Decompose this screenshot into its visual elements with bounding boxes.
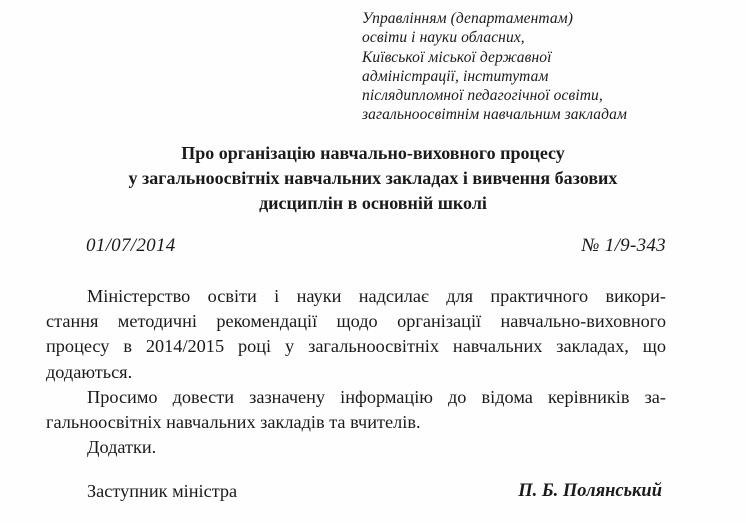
title-line: у загальноосвітніх навчальних закладах і вивчення базових xyxy=(128,168,618,188)
addressee-block xyxy=(362,9,732,125)
title-line: дисциплін в основній школі xyxy=(259,193,487,213)
body-line: процесу в 2014/2015 році у загальноосвітніх навчальних закладах, що xyxy=(46,336,666,357)
signature-name: П. Б. Полянський xyxy=(518,481,662,501)
body-line: додаються. xyxy=(46,361,133,382)
letter-body xyxy=(46,284,666,460)
body-line: Просимо довести зазначену інформацію до відома керівників за- xyxy=(87,386,666,407)
document-date: 01/07/2014 xyxy=(86,235,176,256)
addressee-line: післядипломної педагогічної освіти, xyxy=(362,87,603,105)
addressee-line: загальноосвітнім навчальним закладам xyxy=(362,106,627,124)
body-line: гальноосвітніх навчальних закладів та вчителів. xyxy=(46,412,421,433)
addressee-line: Управлінням (департаментам) xyxy=(362,10,573,27)
body-line: стання методичні рекомендації щодо організації навчально-виховного xyxy=(46,311,666,332)
document-number: № 1/9-343 xyxy=(581,235,666,256)
addressee-line: адміністрації, інститутам xyxy=(362,67,549,85)
addressee-line: Київської міської державної xyxy=(362,48,552,66)
document-title xyxy=(40,141,706,216)
body-line: Міністерство освіти і науки надсилає для практичного викори- xyxy=(87,286,666,306)
addressee-line: освіти і науки обласних, xyxy=(362,29,525,47)
title-line: Про організацію навчально-виховного процесу xyxy=(181,143,565,163)
signature-role: Заступник міністра xyxy=(87,481,238,501)
body-line: Додатки. xyxy=(87,437,157,458)
